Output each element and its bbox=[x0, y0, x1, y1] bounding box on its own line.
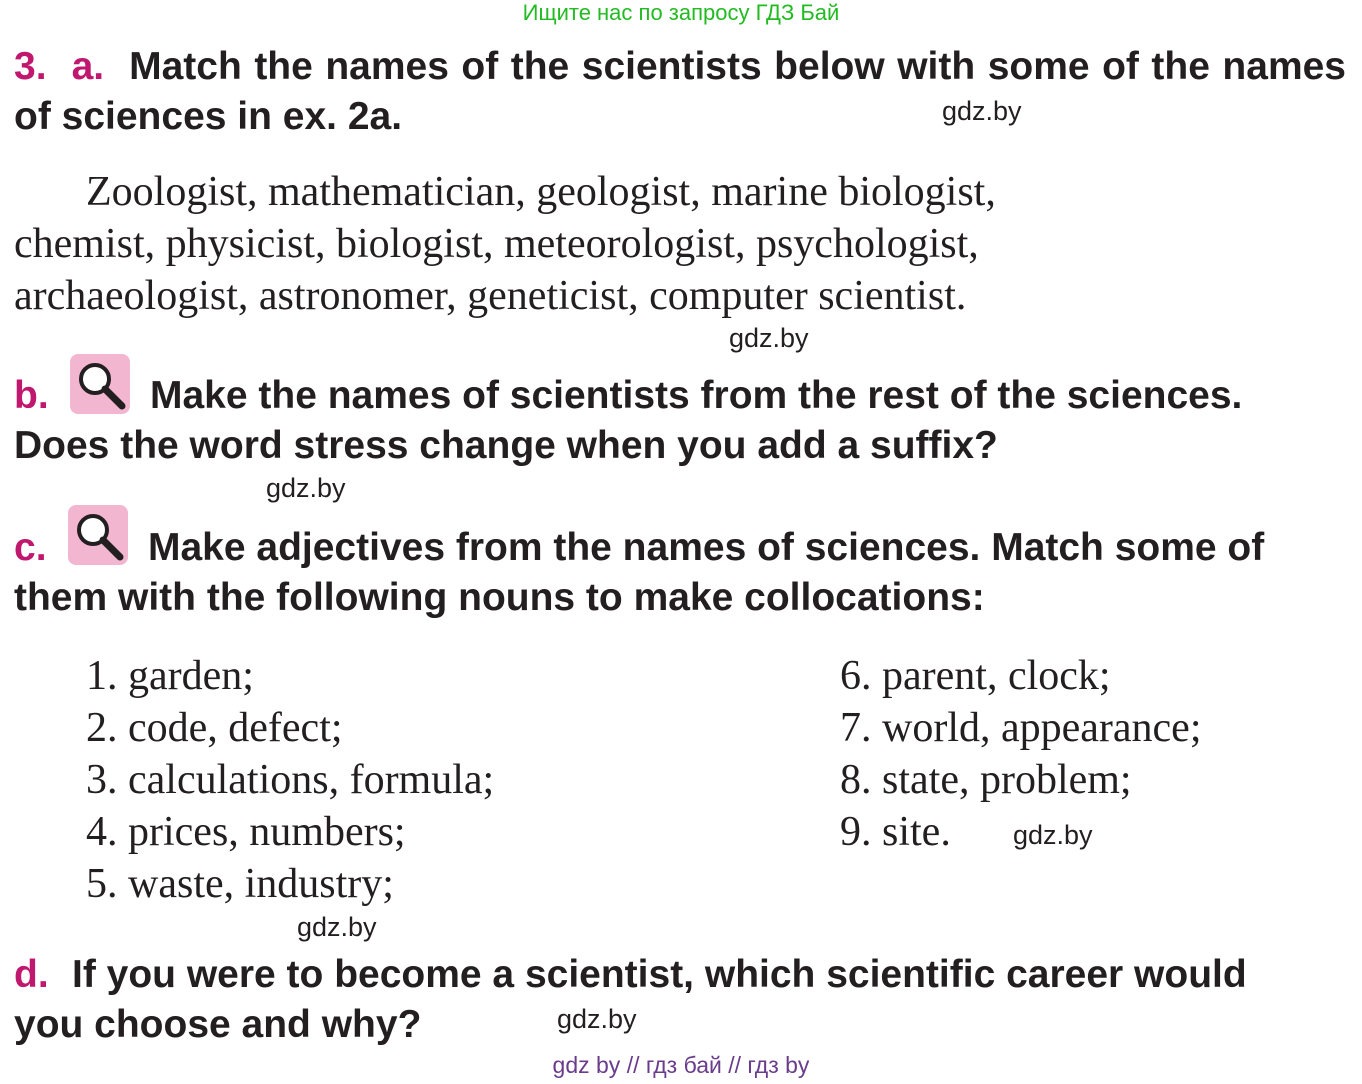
list-item: 3. calculations, formula; bbox=[86, 757, 495, 803]
watermark: gdz.by bbox=[557, 1004, 637, 1034]
search-banner[interactable]: Ищите нас по запросу ГДЗ Бай bbox=[522, 0, 840, 25]
scientists-text-2: chemist, physicist, biologist, meteorologist, psychologist, bbox=[14, 221, 979, 267]
magnifier-icon bbox=[68, 505, 128, 565]
list-item: 9. site. bbox=[840, 809, 951, 855]
list-item: 7. world, appearance; bbox=[840, 705, 1202, 751]
footer-links[interactable]: gdz by // гдз бай // гдз by bbox=[552, 1052, 810, 1078]
list-item: 1. garden; bbox=[86, 653, 254, 699]
list-item: 2. code, defect; bbox=[86, 705, 343, 751]
magnifier-icon bbox=[70, 354, 130, 414]
scientists-line-3 bbox=[14, 270, 966, 322]
watermark: gdz.by bbox=[942, 96, 1022, 126]
scientists-text-3: archaeologist, astronomer, geneticist, computer scientist. bbox=[14, 273, 967, 319]
task-d-label: d. bbox=[14, 953, 49, 996]
task-number: 3. bbox=[14, 45, 47, 88]
task-a-text: Match the names of the scientists below with some of the names of sciences in ex. 2a. bbox=[14, 45, 1346, 138]
task-a-text-block bbox=[14, 42, 1346, 142]
task-b-line-1: Make the names of scientists from the rest of the sciences. bbox=[150, 374, 1243, 417]
list-item: 5. waste, industry; bbox=[86, 861, 394, 907]
task-a-label: a. bbox=[71, 45, 105, 88]
task-d-line-2: you choose and why? bbox=[14, 1003, 422, 1046]
watermark: gdz.by bbox=[729, 323, 809, 353]
task-b-line-2: Does the word stress change when you add a suffix? bbox=[14, 424, 998, 467]
task-c-line-2: them with the following nouns to make collocations: bbox=[14, 576, 985, 619]
list-item: 8. state, problem; bbox=[840, 757, 1132, 803]
task-b-label: b. bbox=[14, 374, 49, 417]
watermark: gdz.by bbox=[266, 473, 346, 503]
list-item: 6. parent, clock; bbox=[840, 653, 1111, 699]
task-d-line-1: If you were to become a scientist, which scientific career would bbox=[72, 953, 1247, 996]
task-c-line-1: Make adjectives from the names of sciences. Match some of bbox=[148, 526, 1265, 569]
scientists-line-1 bbox=[86, 166, 1346, 218]
watermark: gdz.by bbox=[297, 912, 377, 942]
scientists-line-2 bbox=[14, 218, 1346, 270]
watermark: gdz.by bbox=[1013, 820, 1093, 850]
list-item: 4. prices, numbers; bbox=[86, 809, 406, 855]
scientists-text-1: Zoologist, mathematician, geologist, marine biologist, bbox=[86, 169, 996, 215]
task-c-label: c. bbox=[14, 526, 47, 569]
